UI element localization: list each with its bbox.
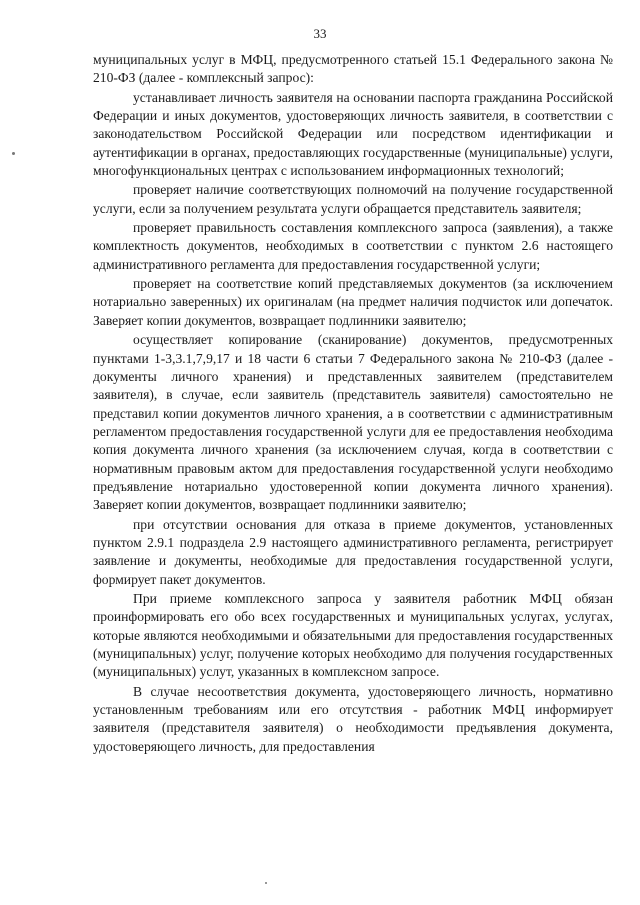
paragraph: муниципальных услуг в МФЦ, предусмотренного статьей 15.1 Федерального закона № 210-ФЗ (далее - комплексный запрос): [93,52,613,86]
paragraph: проверяет правильность составления комплексного запроса (заявления), а также комплектность документов, необходимых в соответствии с пунктом 2.6 настоящего административного регламента для предоставления государственной услуги; [93,220,613,272]
paragraph: осуществляет копирование (сканирование) документов, предусмотренных пунктами 1-3,3.1,7,9,17 и 18 части 6 статьи 7 Федерального закона № 210-ФЗ (далее - документы личного хранения) и представленных заявителем (представителем заявителя), в случае, если заявитель (представитель заявителя) самостоятельно не представил копии документов личного хранения, а в соответствии с административным регламентом предоставления государственной услуги для ее предоставления необходима копия документа личного хранения (за исключением случая, когда в соответствии с нормативным правовым актом для предоставления государственной услуги необходимо предъявление нотариально удостоверенной копии документа личного хранения). Заверяет копии документов, возвращает подлинники заявителю; [93,332,613,513]
paragraph: проверяет на соответствие копий представляемых документов (за исключением нотариально заверенных) их оригиналам (на предмет наличия подчисток или допечаток. Заверяет копии документов, возвращает подлинники заявителю; [93,276,613,328]
page-number: 33 [313,26,327,41]
document-body [93,51,613,757]
paragraph: проверяет наличие соответствующих полномочий на получение государственной услуги, если за получением результата услуги обращается представитель заявителя; [93,182,613,216]
paragraph: устанавливает личность заявителя на основании паспорта гражданина Российской Федерации и иных документов, удостоверяющих личность заявителя, в соответствии с законодательством Российской Федерации или посредством идентификации и аутентификации в органах, предоставляющих государственные (муниципальные) услуги, многофункциональных центрах с использованием информационных технологий; [93,89,613,179]
scan-speck [265,882,267,884]
scan-speck [12,152,15,155]
paragraph: При приеме комплексного запроса у заявителя работник МФЦ обязан проинформировать его обо всех государственных и муниципальных услугах, услугах, которые являются необходимыми и обязательными для предоставления государственных (муниципальных) услуг, получение которых необходимо для получения государственных (муниципальных) услут, указанных в комплексном запросе. [93,590,613,680]
paragraph: В случае несоответствия документа, удостоверяющего личность, нормативно установленным требованиям или его отсутствия - работник МФЦ информирует заявителя (представителя заявителя) о необходимости предъявления документа, удостоверяющего личность, для предоставления [93,683,613,754]
paragraph: при отсутствии основания для отказа в приеме документов, установленных пунктом 2.9.1 подраздела 2.9 настоящего административного регламента, регистрирует заявление и документы, необходимые для предоставления государственной услуги, формирует пакет документов. [93,516,613,587]
